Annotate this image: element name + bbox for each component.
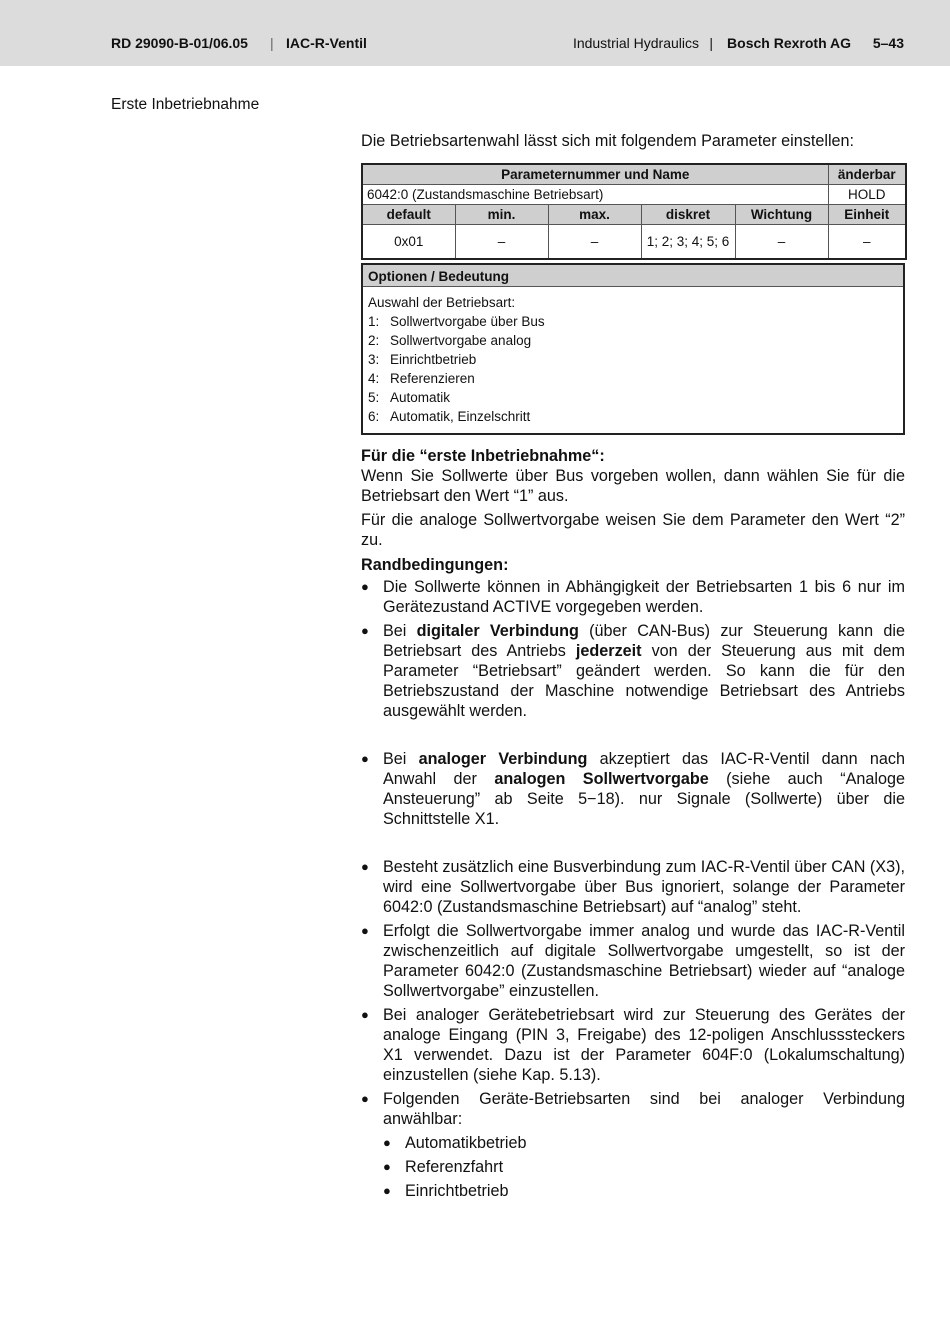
option-text: Automatik [390, 390, 451, 405]
bullet-bold-text: analogen Sollwertvorgabe [494, 770, 709, 788]
page-header [0, 0, 950, 66]
option-item [368, 388, 898, 407]
company-name: Bosch Rexroth AG [727, 35, 851, 51]
list-item [361, 1005, 905, 1085]
option-number: 4: [368, 371, 380, 386]
list-item [361, 1089, 905, 1201]
sub-list-item: ● Referenzfahrt [383, 1157, 905, 1177]
option-text: Sollwertvorgabe analog [390, 333, 532, 348]
document-id: RD 29090-B-01/06.05 [111, 35, 248, 51]
option-item [368, 407, 898, 426]
table-cell: – [455, 224, 548, 259]
options-intro: Auswahl der Betriebsart: [368, 295, 516, 310]
option-number: 3: [368, 352, 380, 367]
column-header: Wichtung [735, 204, 828, 224]
mode-sublist [383, 1133, 905, 1201]
option-number: 5: [368, 390, 380, 405]
bullet-text: Bei [383, 750, 419, 768]
sub-list-item: ● Einrichtbetrieb [383, 1181, 905, 1201]
option-item [368, 312, 898, 331]
column-header: default [362, 204, 455, 224]
option-item [368, 369, 898, 388]
column-header: diskret [641, 204, 735, 224]
table-cell: – [735, 224, 828, 259]
bullet-text: (siehe auch “Analoge Ansteuerung” ab Seite 5−18). nur Signale (Sollwerte) über die Schnittstelle X1. [383, 770, 905, 828]
option-text: Sollwertvorgabe über Bus [390, 314, 545, 329]
list-item [361, 857, 905, 917]
option-number: 1: [368, 314, 380, 329]
changeable-value: HOLD [828, 184, 906, 204]
bullet-bold-text: analoger Verbindung [418, 750, 588, 768]
column-header: Einheit [828, 204, 906, 224]
first-start-paragraph: Wenn Sie Sollwerte über Bus vorgeben wollen, dann wählen Sie für die Betriebsart den Wert “1” aus. [361, 467, 905, 505]
list-item [361, 577, 905, 617]
option-number: 2: [368, 333, 380, 348]
bullet-text: (über CAN-Bus) zur Steuerung kann die Betriebsart des Antriebs [383, 622, 905, 660]
table-cell: 1; 2; 3; 4; 5; 6 [641, 224, 735, 259]
bullet-text: Die Sollwerte können in Abhängigkeit der Betriebsarten 1 bis 6 nur im Gerätezustand ACTIVE vorgegeben werden. [383, 578, 905, 616]
options-box [361, 263, 905, 435]
bullet-bold-text: jederzeit [575, 642, 642, 660]
parameter-name: 6042:0 (Zustandsmaschine Betriebsart) [362, 184, 828, 204]
bullet-bold-text: digitaler Verbindung [416, 622, 579, 640]
option-item [368, 331, 898, 350]
list-item [361, 621, 905, 721]
intro-text: Die Betriebsartenwahl lässt sich mit folgendem Parameter einstellen: [361, 132, 855, 150]
table-cell: – [548, 224, 641, 259]
section-label: Erste Inbetriebnahme [111, 96, 260, 113]
option-text: Automatik, Einzelschritt [390, 409, 531, 424]
sub-list-item: ● Automatikbetrieb [383, 1133, 905, 1153]
options-heading: Optionen / Bedeutung [363, 265, 903, 287]
changeable-header: änderbar [828, 164, 906, 184]
bullet-text: Bei [383, 622, 417, 640]
list-item [361, 749, 905, 829]
option-item [368, 350, 898, 369]
parameter-table [361, 163, 907, 260]
table-cell: 0x01 [362, 224, 455, 259]
option-number: 6: [368, 409, 380, 424]
header-separator: | [270, 35, 274, 51]
column-header: max. [548, 204, 641, 224]
bullet-text: akzeptiert das IAC-R-Ventil dann nach Anwahl der [383, 750, 905, 788]
bullet-text: Folgenden Geräte-Betriebsarten sind bei analoger Verbindung anwählbar: [383, 1090, 905, 1128]
options-body [363, 287, 903, 433]
first-start-heading: Für die “erste Inbetriebnahme“: [361, 447, 605, 465]
bullet-text: Erfolgt die Sollwertvorgabe immer analog und wurde das IAC-R-Ventil zwischenzeitlich auf digitale Sollwertvorgabe umgestellt, so ist der Parameter 6042:0 (Zustandsmaschine Betriebsart) wieder auf “analoge Sollwertvorgabe” einzustellen. [383, 922, 905, 1000]
column-header: min. [455, 204, 548, 224]
product-name: IAC-R-Ventil [286, 35, 367, 51]
main-content [361, 131, 905, 1205]
conditions-heading: Randbedingungen: [361, 556, 509, 574]
industry-name: Industrial Hydraulics [572, 35, 699, 51]
header-separator: | [709, 35, 713, 51]
bullet-text: Bei analoger Gerätebetriebsart wird zur Steuerung des Gerätes der analoge Eingang (PIN 3, Freigabe) des 12-poligen Anschlusssteckers X1 verwendet. Dazu ist der Parameter 604F:0 (Lokalumschaltung) einzustellen (siehe Kap. 5.13). [383, 1006, 905, 1084]
page-number: 5–43 [872, 35, 904, 51]
bullet-text: Besteht zusätzlich eine Busverbindung zum IAC-R-Ventil über CAN (X3), wird eine Sollwertvorgabe über Bus ignoriert, solange der Parameter 6042:0 (Zustandsmaschine Betriebsart) auf “analog” steht. [383, 858, 905, 916]
first-start-paragraph: Für die analoge Sollwertvorgabe weisen Sie dem Parameter den Wert “2” zu. [361, 511, 905, 549]
table-cell: – [828, 224, 906, 259]
conditions-list [361, 577, 905, 1201]
option-text: Einrichtbetrieb [390, 352, 477, 367]
option-text: Referenzieren [390, 371, 475, 386]
parameter-name-header: Parameternummer und Name [362, 164, 828, 184]
bullet-text: von der Steuerung aus mit dem Parameter “Betriebsart” geändert werden. So kann die für den Betriebszustand der Maschine notwendige Betriebsart des Antriebs ausgewählt werden. [383, 642, 905, 720]
list-item [361, 921, 905, 1001]
